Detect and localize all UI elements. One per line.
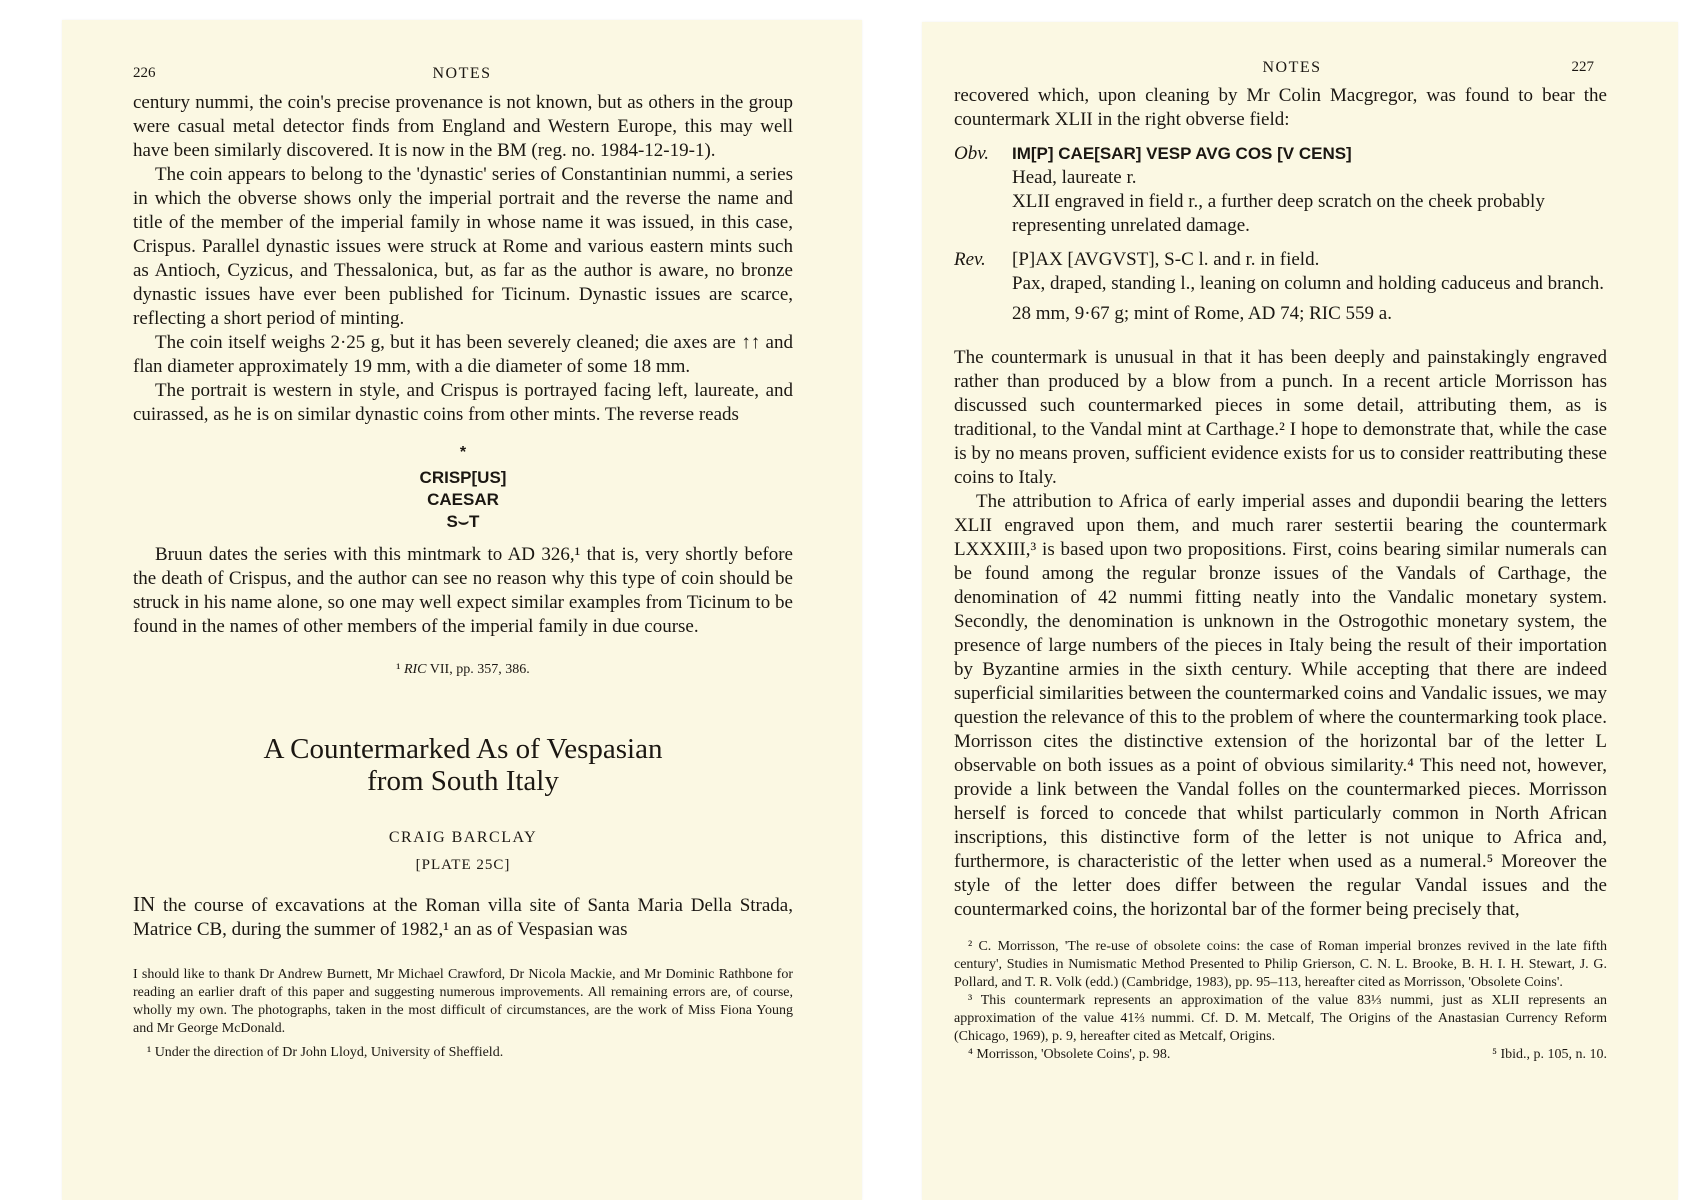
footnotes <box>954 938 1607 1064</box>
obverse-label: Obv. <box>954 143 989 164</box>
coin-legend <box>133 445 793 533</box>
article-title <box>133 733 793 797</box>
footnote: ² C. Morrisson, 'The re-use of obsolete coins: the case of Roman imperial bronzes revived in the late fifth century', Studies in Numismatic Method Presented to Philip Grierson, C. N. L. Brooke, B. H. I. H. Stewart, J. G. Pollard, and T. R. Volk (edd.) (Cambridge, 1983), pp. 95–113, hereafter cited as Morrisson, 'Obsolete Coins'. <box>954 939 1607 990</box>
legend-line: CAESAR <box>427 490 499 509</box>
page-number: 227 <box>1571 59 1594 75</box>
acknowledgement-note: I should like to thank Dr Andrew Burnett, Mr Michael Crawford, Dr Nicola Mackie, and Mr Dominic Rathbone for reading an earlier draft of this paper and suggesting numerous improvements. All remaining errors are, of course, wholly my own. The photographs, taken in the most difficult of circumstances, are the work of Miss Fiona Young and Mr George McDonald. <box>133 967 793 1036</box>
opening-paragraph <box>133 892 793 942</box>
footnote-text: VII, pp. 357, 386. <box>426 662 530 677</box>
paragraph: The coin appears to belong to the 'dynastic' series of Constantinian nummi, a series in which the obverse shows only the imperial portrait and the reverse the name and title of the member of the imperial family in whose name it was issued, in this case, Crispus. Parallel dynastic issues were struck at Rome and various eastern mints such as Antioch, Cyzicus, and Thessalonica, but, as far as the author is aware, no bronze dynastic issues have ever been published for Ticinum. Dynastic issues are scarce, reflecting a short period of minting. <box>133 164 793 329</box>
paragraph: recovered which, upon cleaning by Mr Colin Macgregor, was found to bear the countermark XLII in the right obverse field: <box>954 85 1607 130</box>
opening-text: the course of excavations at the Roman villa site of Santa Maria Della Strada, Matrice CB, during the summer of 1982,¹ an as of Vespasian was <box>133 895 793 940</box>
footnote: ³ This countermark represents an approximation of the value 83⅓ nummi, just as XLII represents an approximation of the value 41⅔ nummi. Cf. D. M. Metcalf, The Origins of the Anastasian Currency Reform (Chicago, 1969), p. 9, hereafter cited as Metcalf, Origins. <box>954 993 1607 1044</box>
left-text-column <box>133 91 793 1062</box>
footnote-italic: RIC <box>403 662 427 677</box>
obverse-description: XLII engraved in field r., a further deep scratch on the cheek probably representing unrelated damage. <box>1012 191 1545 236</box>
running-head-title: NOTES <box>1262 59 1322 76</box>
left-page <box>62 20 862 1200</box>
footnote: ⁵ Ibid., p. 105, n. 10. <box>1492 1047 1607 1062</box>
paragraph: The coin itself weighs 2·25 g, but it has been severely cleaned; die axes are ↑↑ and flan diameter approximately 19 mm, with a die diameter of some 18 mm. <box>133 332 793 377</box>
legend-line: S⌣T <box>446 512 480 531</box>
paragraph: The portrait is western in style, and Crispus is portrayed facing left, laureate, and cuirassed, as he is on similar dynastic coins from other mints. The reverse reads <box>133 380 793 425</box>
running-head-title: NOTES <box>432 65 492 82</box>
obverse-legend: IM[P] CAE[SAR] VESP AVG COS [V CENS] <box>1012 144 1352 163</box>
footnote-row <box>954 1046 1607 1064</box>
right-text-column <box>954 84 1607 1064</box>
obverse-entry <box>954 142 1607 238</box>
opening-first-word: IN <box>133 892 156 916</box>
article-footnote: ¹ Under the direction of Dr John Lloyd, University of Sheffield. <box>147 1045 504 1060</box>
reverse-description: Pax, draped, standing l., leaning on column and holding caduceus and branch. <box>1012 273 1605 294</box>
legend-star: * <box>459 444 467 461</box>
obverse-description: Head, laureate r. <box>1012 167 1137 188</box>
footnote-marker: ¹ <box>396 662 401 677</box>
article-author: CRAIG BARCLAY <box>388 829 538 846</box>
legend-line: CRISP[US] <box>419 468 507 487</box>
reverse-legend: [P]AX [AVGVST], S-C l. and r. in field. <box>1012 249 1320 270</box>
coin-metadata: 28 mm, 9·67 g; mint of Rome, AD 74; RIC 559 a. <box>1012 303 1392 324</box>
paragraph: The countermark is unusual in that it has been deeply and painstakingly engraved rather than produced by a blow from a punch. In a recent article Morrisson has discussed such countermarked pieces in some detail, attributing them, as is traditional, to the Vandal mint at Carthage.² I hope to demonstrate that, while the case is by no means proven, sufficient evidence exists for us to consider reattributing these coins to Italy. <box>954 347 1607 488</box>
plate-reference: [PLATE 25C] <box>415 857 511 873</box>
page-number: 226 <box>133 65 156 81</box>
footnote <box>133 661 793 679</box>
reverse-label: Rev. <box>954 249 986 270</box>
paragraph: century nummi, the coin's precise provenance is not known, but as others in the group were casual metal detector finds from England and Western Europe, this may well have been similarly discovered. It is now in the BM (reg. no. 1984-12-19-1). <box>133 92 793 161</box>
article-title-line: from South Italy <box>367 765 559 797</box>
reverse-entry <box>954 248 1607 296</box>
footnote: ⁴ Morrisson, 'Obsolete Coins', p. 98. <box>968 1047 1171 1062</box>
article-title-line: A Countermarked As of Vespasian <box>263 733 663 765</box>
paragraph: The attribution to Africa of early imperial asses and dupondii bearing the letters XLII engraved upon them, and much rarer sestertii bearing the countermark LXXXIII,³ is based upon two propositions. First, coins bearing similar numerals can be found among the regular bronze issues of the Vandals of Carthage, the denomination of 42 nummi fitting neatly into the Vandalic monetary system. Secondly, the denomination is unknown in the Ostrogothic monetary system, the presence of large numbers of the pieces in Italy being the result of their importation by Byzantine armies in the sixth century. While accepting that there are indeed superficial similarities between the countermarked coins and Vandalic issues, we may question the relevance of this to the problem of where the countermarking took place. Morrisson cites the distinctive extension of the horizontal bar of the letter L observable on both issues as a point of obvious similarity.⁴ This need not, however, provide a link between the Vandal folles on the countermarked pieces. Morrisson herself is forced to concede that whilst particularly common in North African inscriptions, this distinctive form of the letter is not unique to Africa and, furthermore, is characteristic of the letter when used as a numeral.⁵ Moreover the style of the letter does differ between the regular Vandal issues and the countermarked coins, the horizontal bar of the former being precisely that, <box>954 491 1607 920</box>
paragraph: Bruun dates the series with this mintmark to AD 326,¹ that is, very shortly before the death of Crispus, and the author can see no reason why this type of coin should be struck in his name alone, so one may well expect similar examples from Ticinum to be found in the names of other members of the imperial family in due course. <box>133 544 793 637</box>
right-page <box>922 22 1678 1200</box>
